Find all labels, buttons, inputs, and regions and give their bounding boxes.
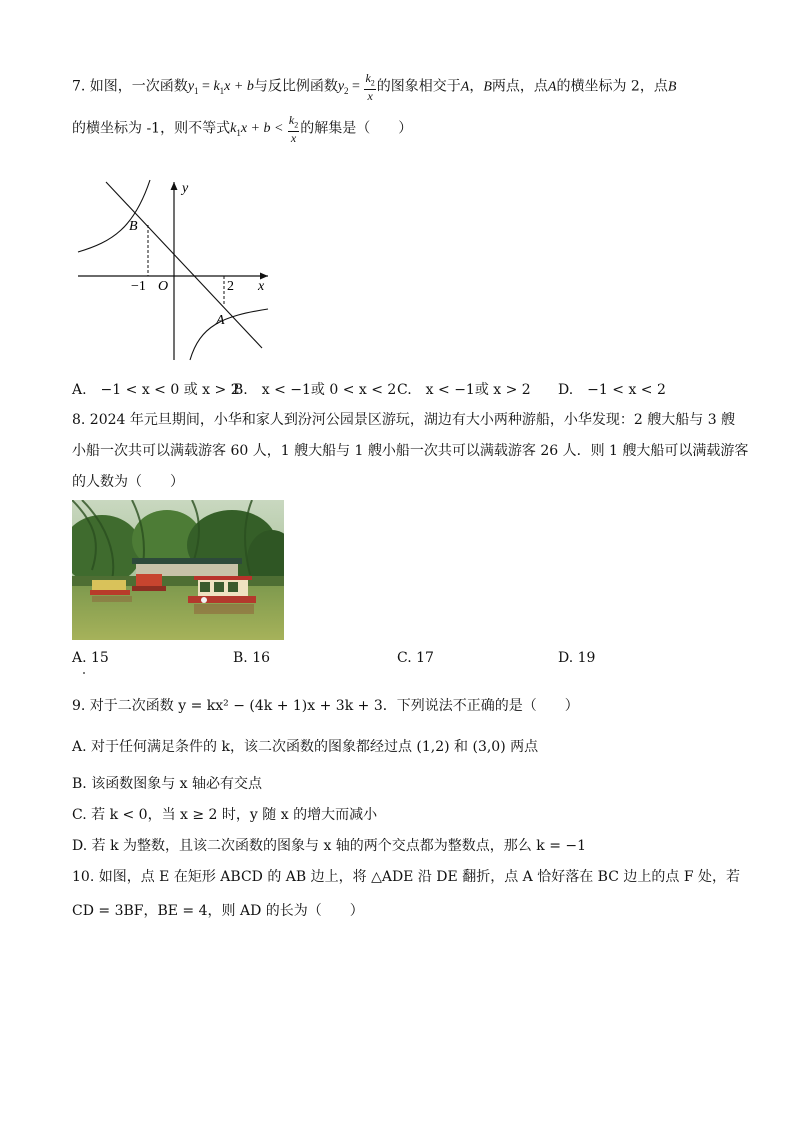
label-origin: O [158, 279, 169, 294]
q7-inverse-function: $y_2$ = $\frac{k_2}{x}$ [337, 71, 375, 104]
label-point-b: B [129, 219, 138, 234]
linear-function-line [106, 182, 262, 348]
q9-option-a[interactable]: A. 对于任何满足条件的 k，该二次函数的图象都经过点 (1,2) 和 (3,0) 两点 [72, 739, 539, 755]
q10-line-1: 10. 如图，点 E 在矩形 ABCD 的 AB 边上，将 △ADE 沿 DE 翻折，点 A 恰好落在 BC 边上的点 F 处，若 [72, 869, 740, 885]
q7-option-a[interactable]: A. −1 < x < 0 或 x > 2 [72, 382, 240, 398]
q8-option-b[interactable]: B. 16 [233, 650, 271, 666]
q10-line-2: CD = 3BF，BE = 4，则 AD 的长为（ ） [72, 903, 364, 919]
q8-option-c[interactable]: C. 17 [397, 650, 434, 666]
q7-text: 7. 如图，一次函数 [72, 78, 188, 95]
label-y: y [182, 181, 189, 196]
q7-function-graph [72, 176, 272, 362]
stray-mark [83, 672, 85, 674]
q7-line-2 [72, 114, 412, 144]
q7-text: 的图象相交于 [376, 78, 461, 95]
q7-option-d[interactable]: D. −1 < x < 2 [558, 382, 666, 398]
q9-option-d[interactable]: D. 若 k 为整数，且该二次函数的图象与 x 轴的两个交点都为整数点，那么 k = −1 [72, 838, 587, 854]
hyperbola-branch-right [190, 309, 268, 360]
q7-option-b[interactable]: B. x < −1或 0 < x < 2 [233, 382, 397, 398]
tick-label-2: 2 [227, 279, 234, 294]
q8-line-1: 8. 2024 年元旦期间，小华和家人到汾河公园景区游玩，湖边有大小两种游船，小华发现：2 艘大船与 3 艘 [72, 412, 736, 428]
tick-label-neg1: −1 [131, 279, 146, 294]
q8-option-d[interactable]: D. 19 [558, 650, 596, 666]
y-axis-arrow [171, 182, 178, 190]
q8-option-a[interactable]: A. 15 [72, 650, 109, 666]
q9-option-b[interactable]: B. 该函数图象与 x 轴必有交点 [72, 776, 262, 792]
q8-line-3: 的人数为（ ） [72, 474, 184, 490]
q7-text: 的解集是（ ） [300, 120, 413, 137]
q7-option-c[interactable]: C. x < −1或 x > 2 [397, 382, 531, 398]
q7-inequality: $k_1x + b$ < $\frac{k_2}{x}$ [230, 113, 299, 146]
label-x: x [258, 279, 265, 294]
q9-stem: 9. 对于二次函数 y = kx² − (4k + 1)x + 3k + 3．下列说法不正确的是（ ） [72, 698, 579, 714]
q8-line-2: 小船一次共可以满载游客 60 人，1 艘大船与 1 艘小船一次共可以满载游客 26 人．则 1 艘大船可以满载游客 [72, 443, 749, 459]
q7-line-1: 7. 如图，一次函数$y_1 = k_1x + b$与反比例函数$y_2$ = $\frac{k_2}{x}$ 的图象相交于A，B两点，点A的横坐标为 2，点B [72, 71, 677, 104]
q7-text: 的横坐标为 -1，则不等式 [72, 120, 231, 137]
q7-linear-function: $y_1 = k_1x + b$ [187, 79, 254, 97]
q7-text: 与反比例函数 [253, 78, 338, 95]
label-point-a: A [216, 313, 225, 328]
q9-option-c[interactable]: C. 若 k < 0，当 x ≥ 2 时，y 随 x 的增大而减小 [72, 807, 378, 823]
lake-boats-photo [72, 500, 284, 640]
